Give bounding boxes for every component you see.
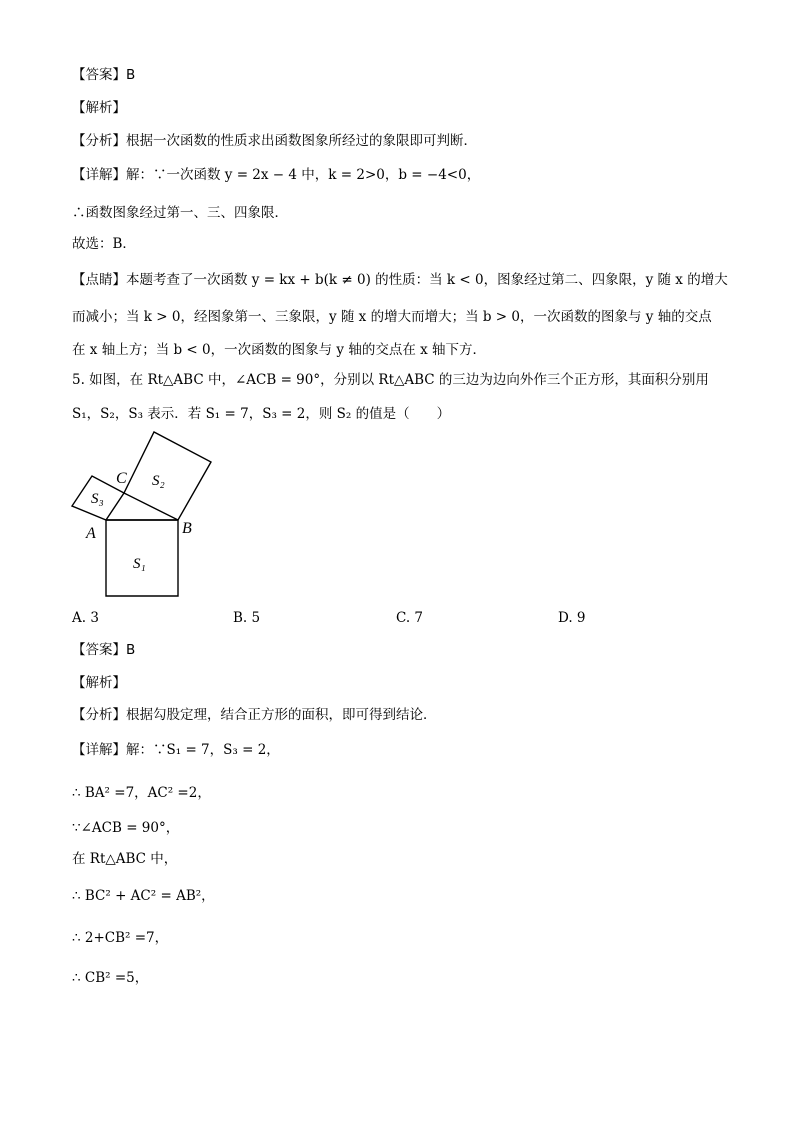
solution-analysis: 【分析】根据勾股定理，结合正方形的面积，即可得到结论． bbox=[72, 707, 437, 723]
question-line-1: 5. 如图，在 Rt△ABC 中，∠ACB = 90°，分别以 Rt△ABC 的三边为边向外作三个正方形，其面积分别用 bbox=[72, 372, 709, 388]
question-line-2: S₁，S₂，S₃ 表示．若 S₁ = 7，S₃ = 2，则 S₂ 的值是（ ） bbox=[72, 406, 451, 422]
solution-step-5: ∴ 2+CB² =7， bbox=[72, 930, 169, 946]
solution-detail: 【详解】解：∵S₁ = 7，S₃ = 2， bbox=[72, 742, 280, 758]
geometry-figure bbox=[60, 430, 230, 605]
comment-line-1: 【点睛】本题考查了一次函数 y = kx + b(k ≠ 0) 的性质：当 k < 0，图象经过第二、四象限，y 随 x 的增大 bbox=[72, 272, 728, 288]
label-b: B bbox=[182, 520, 192, 537]
analysis-label: 【解析】 bbox=[72, 100, 126, 116]
solution-step-1: ∴ BA² =7，AC² =2， bbox=[72, 785, 211, 801]
solution-step-2: ∵∠ACB = 90°， bbox=[72, 820, 180, 836]
detail-text: 【详解】解：∵一次函数 y = 2x − 4 中，k = 2>0，b = −4<0， bbox=[72, 167, 481, 183]
option-d: D. 9 bbox=[558, 610, 586, 626]
label-s2: S₂ bbox=[152, 473, 165, 489]
choice-line: 故选：B． bbox=[72, 236, 136, 252]
detail-step: ∴函数图象经过第一、三、四象限． bbox=[72, 205, 288, 221]
option-c: C. 7 bbox=[396, 610, 424, 626]
label-a: A bbox=[86, 525, 96, 542]
solution-step-4: ∴ BC² + AC² = AB²， bbox=[72, 888, 215, 904]
analysis-text: 【分析】根据一次函数的性质求出函数图象所经过的象限即可判断． bbox=[72, 133, 477, 149]
square-s2 bbox=[124, 432, 211, 520]
solution-answer: 【答案】B bbox=[72, 642, 136, 658]
solution-step-6: ∴ CB² =5， bbox=[72, 970, 149, 986]
label-c: C bbox=[116, 470, 127, 487]
solution-analysis-label: 【解析】 bbox=[72, 675, 126, 691]
label-s1: S₁ bbox=[133, 556, 146, 572]
option-b: B. 5 bbox=[233, 610, 261, 626]
comment-line-2: 而减小；当 k > 0，经图象第一、三象限，y 随 x 的增大而增大；当 b > 0，一次函数的图象与 y 轴的交点 bbox=[72, 309, 712, 325]
comment-line-3: 在 x 轴上方；当 b < 0，一次函数的图象与 y 轴的交点在 x 轴下方． bbox=[72, 342, 487, 358]
answer-line: 【答案】B bbox=[72, 67, 136, 83]
label-s3: S₃ bbox=[91, 491, 104, 507]
solution-step-3: 在 Rt△ABC 中， bbox=[72, 851, 178, 867]
option-a: A. 3 bbox=[72, 610, 99, 626]
